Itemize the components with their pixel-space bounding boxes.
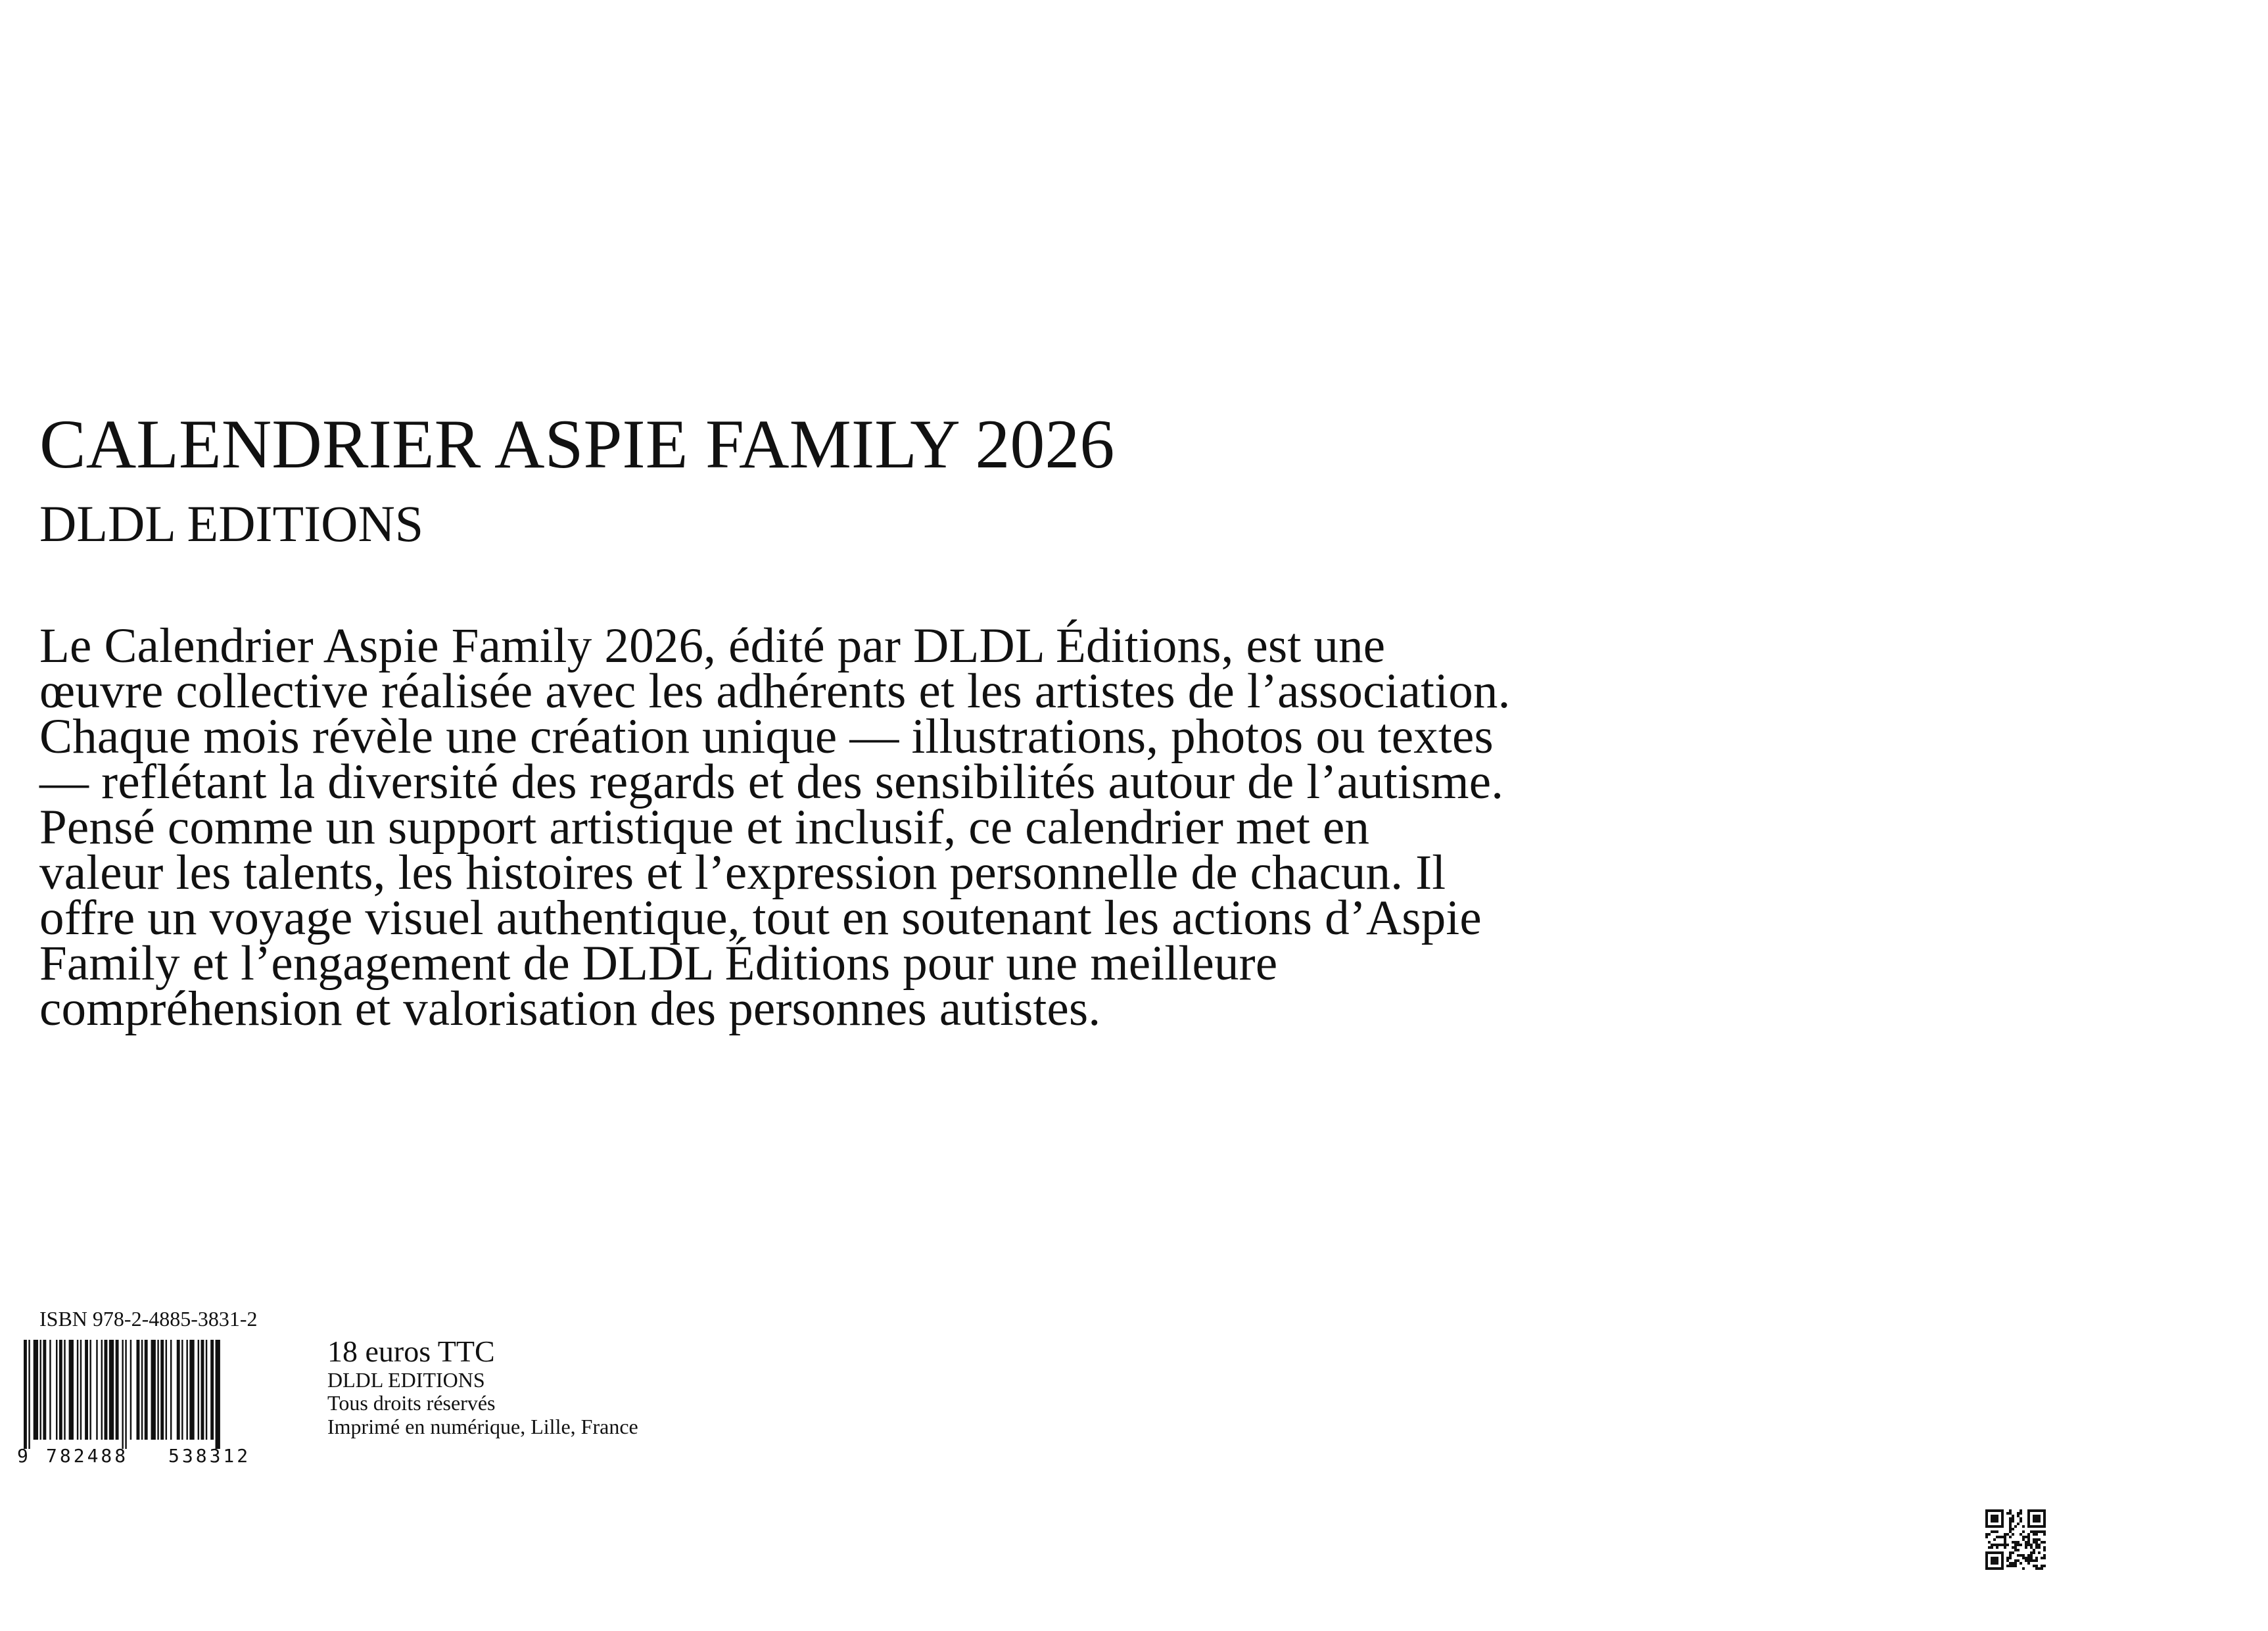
publisher-label: DLDL EDITIONS bbox=[327, 1367, 485, 1392]
barcode-digits-left: 782488 bbox=[46, 1445, 129, 1466]
price-block bbox=[327, 1335, 638, 1439]
barcode-digit-first: 9 bbox=[17, 1445, 28, 1466]
description-line: offre un voyage visuel authentique, tout en soutenant les actions d’Aspie bbox=[39, 891, 1482, 945]
description-line: compréhension et valorisation des personnes autistes. bbox=[39, 981, 1101, 1036]
description-line: Family et l’engagement de DLDL Éditions pour une meilleure bbox=[39, 936, 1278, 991]
price-label: 18 euros TTC bbox=[327, 1335, 495, 1368]
page-title: CALENDRIER ASPIE FAMILY 2026 bbox=[39, 406, 1115, 483]
description-line: Le Calendrier Aspie Family 2026, édité par DLDL Éditions, est une bbox=[39, 619, 1386, 673]
qr-code-cells bbox=[1985, 1509, 2046, 1570]
description-line: — reflétant la diversité des regards et des sensibilités autour de l’autisme. bbox=[39, 755, 1504, 809]
rights-label: Tous droits réservés bbox=[327, 1391, 496, 1415]
description-paragraph bbox=[39, 619, 1788, 1036]
description-line: œuvre collective réalisée avec les adhérents et les artistes de l’association. bbox=[39, 664, 1511, 719]
description-line: Chaque mois révèle une création unique — illustrations, photos ou textes bbox=[39, 709, 1494, 764]
publisher-subtitle: DLDL EDITIONS bbox=[39, 495, 424, 552]
printed-label: Imprimé en numérique, Lille, France bbox=[327, 1415, 638, 1439]
barcode-icon bbox=[14, 1337, 291, 1466]
isbn-label: ISBN 978-2-4885-3831-2 bbox=[39, 1307, 258, 1331]
barcode-bars bbox=[24, 1340, 220, 1449]
qr-code-icon bbox=[1985, 1509, 2046, 1570]
description-line: valeur les talents, les histoires et l’expression personnelle de chacun. Il bbox=[39, 845, 1446, 900]
barcode-digits-right: 538312 bbox=[168, 1445, 251, 1466]
description-line: Pensé comme un support artistique et inclusif, ce calendrier met en bbox=[39, 800, 1370, 855]
